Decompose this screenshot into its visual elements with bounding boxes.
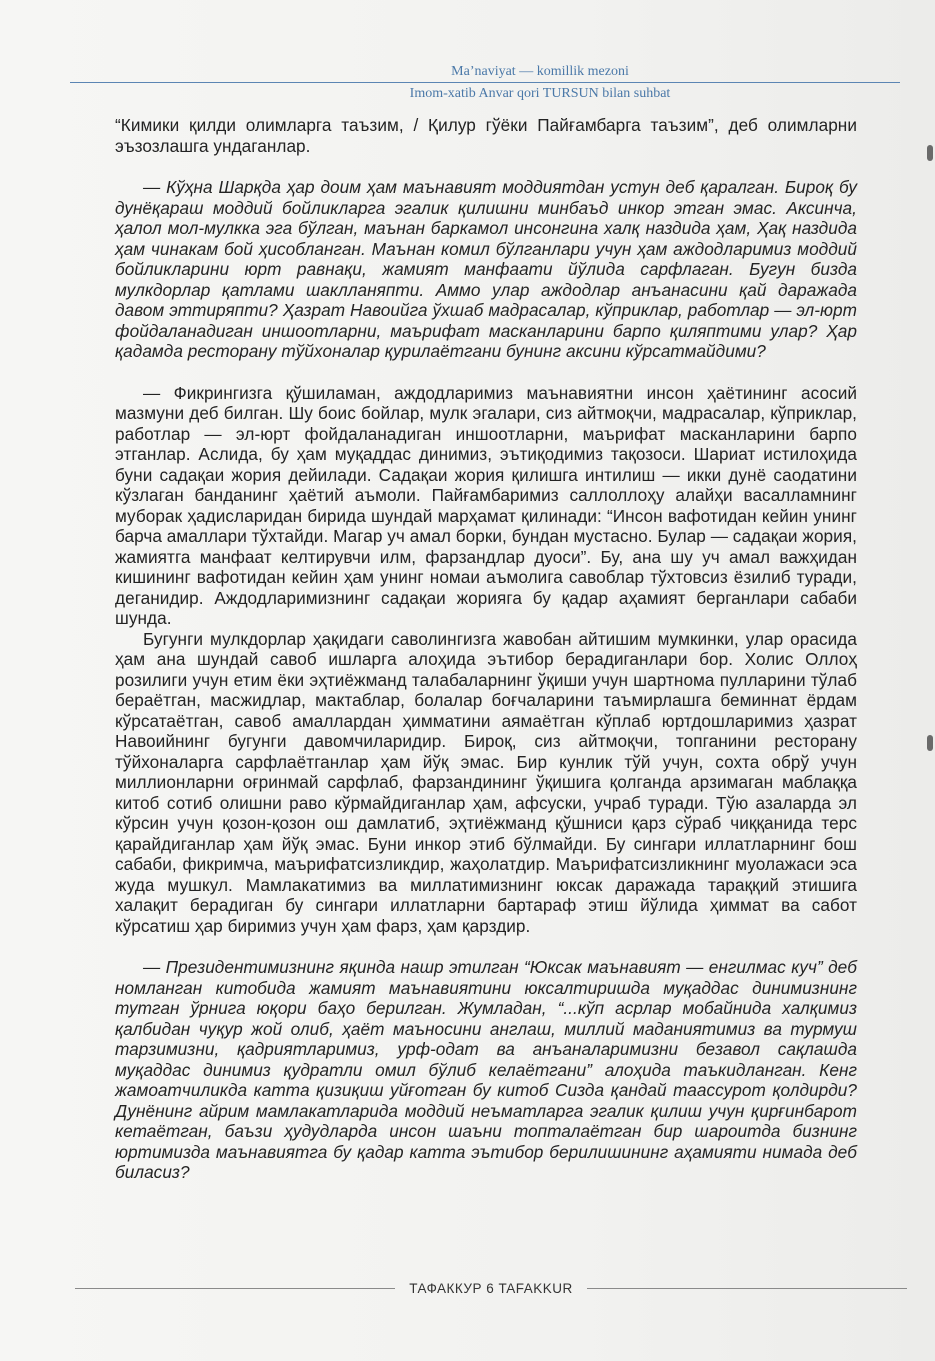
running-header xyxy=(70,63,900,103)
header-subtitle: Imom-xatib Anvar qori TURSUN bilan suhbat xyxy=(409,86,671,101)
page-footer xyxy=(75,1278,907,1298)
paragraph-question-2: — Президентимизнинг яқинда нашр этилган “Юксак маънавият — енгилмас куч” деб номланган китобида жамият маънавиятини юксалтиришда муқаддас динимизнинг тутган ўрнига юқори баҳо берилган. Жумладан, “...кўп асрлар мобайнида халқимиз қалбидан чуқур жой олиб, ҳаёт маъносини англаш, миллий маданиятимиз ва турмуш тарзимизни, қадриятларимиз, урф-одат ва анъаналаримизни безавол сақлашда муқаддас динимиз қудратли омил бўлиб келаётгани” алоҳида таъкидланган. Кенг жамоатчиликда катта қизиқиш уйғотган бу китоб Сизда қандай таассурот қолдирди? Дунёнинг айрим мамлакатларида моддий неъматларга эгалик қилиш учун қирғинбарот кетаётган, баъзи ҳудудларда инсон шаъни топталаётган бир шароитда бизнинг юртимизда маънавиятга бу қадар катта эътибор берилишининг аҳамияти нимада деб биласиз? xyxy=(115,957,857,1182)
footer-page-label: ТАФАККУР 6 TAFAKKUR xyxy=(409,1280,573,1296)
footer-rule-left xyxy=(75,1288,395,1289)
binding-hole-mark xyxy=(927,145,933,161)
paragraph-answer-1: — Фикрингизга қўшиламан, аждодларимиз маънавиятни инсон ҳаётининг асосий мазмуни деб билган. Шу боис бойлар, мулк эгалари, сиз айтмоқчи, мадрасалар, кўприклар, работлар — эл-юрт фойдаланадиган иншоотларни, маърифат масканларини барпо этганлар. Аслида, бу ҳам муқаддас динимиз, эътиқодимиз тақозоси. Шариат истилоҳида буни садақаи жория дейилади. Садақаи жория қилишга интилиш — икки дунё саодатини кўзлаган банданинг ҳаётий аъмоли. Пайғамбаримиз саллоллоҳу алайҳи васалламнинг муборак ҳадисларидан бирида шундай марҳамат қилинади: “Инсон вафотидан кейин унинг барча амаллари тўхтайди. Магар уч амал борки, бундан мустасно. Булар — садақаи жория, жамиятга манфаат келтирувчи илм, фарзандлар дуоси”. Бу, ана шу уч амал важҳидан кишининг вафотидан кейин ҳам унинг номаи аъмолига савоблар тўхтовсиз ёзилиб туради, деганидир. Аждодларимизнинг садақаи жорияга бу қадар аҳамият берганлари сабаби шунда. xyxy=(115,382,857,628)
footer-rule-right xyxy=(587,1288,907,1289)
header-rule xyxy=(70,82,900,83)
paragraph-question-1: — Кўҳна Шарқда ҳар доим ҳам маънавият моддиятдан устун деб қаралган. Бироқ бу дунёқараш моддий бойликларга эгалик қилишни минбаъд инкор этган эмас. Аксинча, ҳалол мол-мулкка эга бўлган, маънан баркамол инсонгина халқ наздида ҳам, Ҳақ наздида ҳам чинакам бой ҳисобланган. Маънан комил бўлганлари учун ҳам аждодларимиз моддий бойликларини юрт равнақи, жамият манфаати йўлида сарфлаган. Бугун бизда мулкдорлар қатлами шаклланяпти. Аммо улар аждодлар анъанасини қай даражада давом эттиряпти? Ҳазрат Навоийга ўхшаб мадрасалар, кўприклар, работлар — эл-юрт фойдаланадиган иншоотларни, маърифат масканларини барпо қиляптими улар? Ҳар қадамда ресторану тўйхоналар қурилаётгани бунинг аксини кўрсатмайдими? xyxy=(115,177,857,361)
binding-hole-mark xyxy=(927,735,933,751)
paragraph-quote-end: “Кимики қилди олимларга таъзим, / Қилур гўёки Пайғамбарга таъзим”, деб олимларни эъзозлашга ундаганлар. xyxy=(115,115,857,156)
paragraph-answer-1-continued: Бугунги мулкдорлар ҳақидаги саволингизга жавобан айтишим мумкинки, улар орасида ҳам ана шундай савоб ишларга алоҳида эътибор берадиганлари бор. Холис Оллоҳ розилиги учун етим ёки эҳтиёжманд талабаларнинг ўқиши учун шартнома пулларини тўлаб бераётган, масжидлар, мактаблар, болалар боғчаларини таъмирлашга беминнат ёрдам кўрсатаётган, савоб амаллардан ҳимматини аямаётган кўплаб юртдошларимиз ҳазрат Навоийнинг бугунги давомчиларидир. Бироқ, сиз айтмоқчи, топганини ресторану тўйхоналарга сарфлаётганлар ҳам йўқ эмас. Бир кунлик тўй учун, сохта обрў учун миллионларни оғринмай сарфлаб, фарзандининг ўқишига қолганда арзимаган маблаққа китоб сотиб олишни раво кўрмайдиганлар ҳам, афсуски, учраб туради. Тўю азаларда эл кўрсин учун қозон-қозон ош дамлатиб, эҳтиёжманд қўшниси қарз сўраб чиққанида терс қарайдиганлар ҳам йўқ эмас. Буни инкор этиб бўлмайди. Бу сингари иллатларнинг бош сабаби, фикримча, маърифатсизликдир, жаҳолатдир. Маърифатсизликнинг муолажаси эса жуда мушкул. Мамлакатимиз ва миллатимизнинг юксак даражада тараққий этишига халақит берадиган бу сингари иллатларни бартараф этиш йўлида ҳиммат ва сабот кўрсатиш ҳар биримиз учун ҳам фарз, ҳам қарздир. xyxy=(115,628,857,936)
article-body xyxy=(115,115,857,1183)
header-title: Ma’naviyat — komillik mezoni xyxy=(451,64,629,79)
